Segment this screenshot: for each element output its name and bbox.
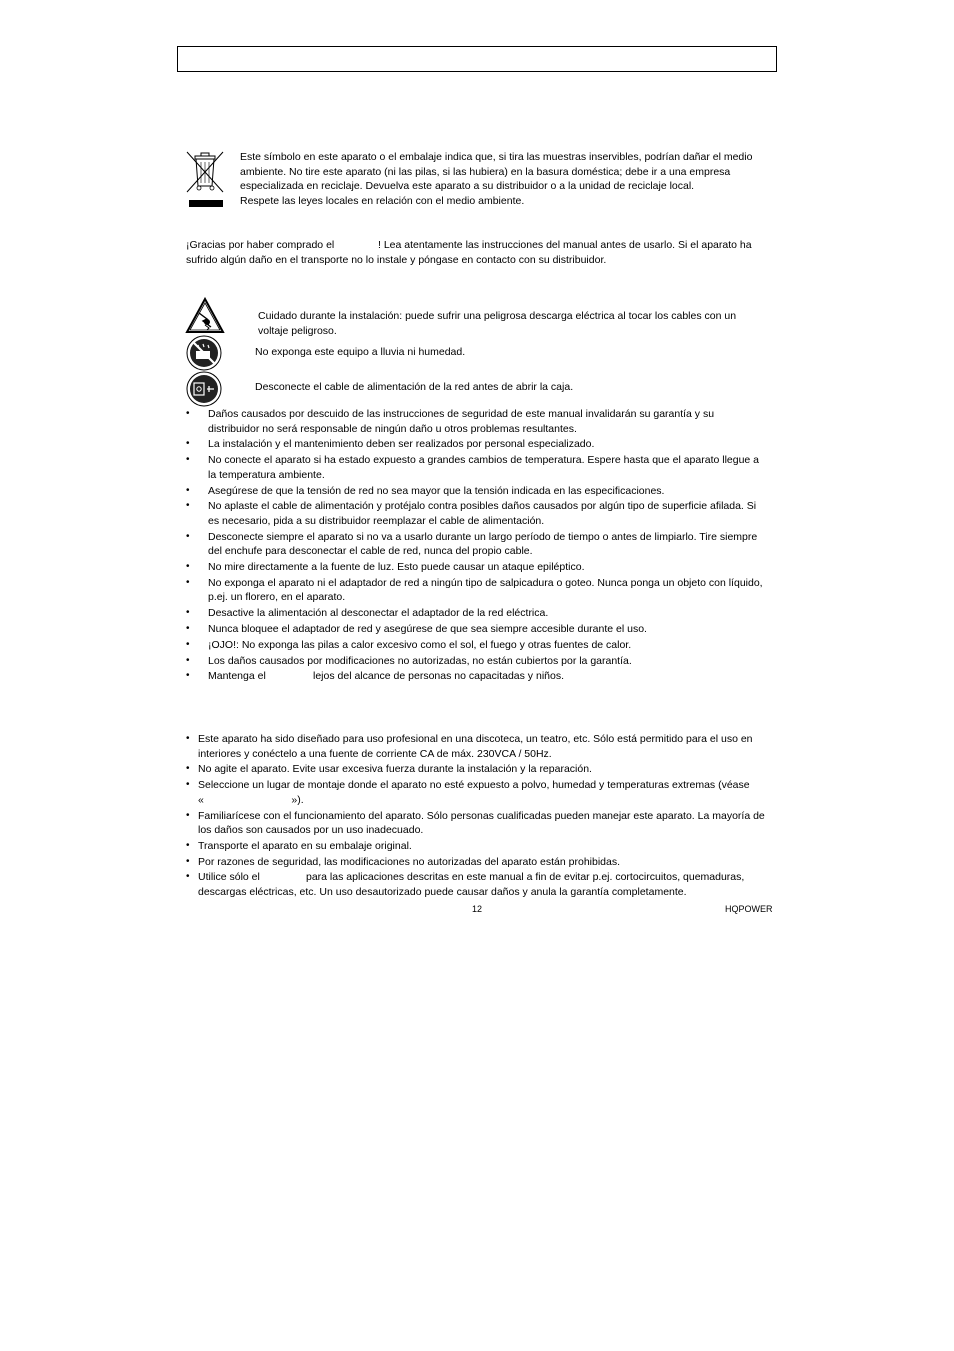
bullet: • (186, 733, 190, 744)
usage-last-start: Utilice sólo el (198, 871, 260, 884)
bullet: • (186, 484, 190, 496)
list-item: • Transporte el aparato en su embalaje original. (186, 839, 412, 852)
bullet: • (186, 839, 190, 851)
list-item: • Daños causados por descuido de las instrucciones de seguridad de este manual invalidarán su garantía y su distribuidor no será responsable de ningún daño u otros problemas resultantes. (186, 408, 715, 435)
usage-last-end: para las aplicaciones descritas en este manual a fin de evitar p.ej. cortocircuitos, quemaduras, (306, 871, 745, 884)
list-item: • No agite el aparato. Evite usar excesiva fuerza durante la instalación y la reparación. (186, 763, 592, 776)
list-item: • Desconecte siempre el aparato si no va a usarlo durante un largo período de tiempo o antes de limpiarlo. Tire siempre del enchufe para desconectar el cable de red, nunca del propio cable. (186, 530, 758, 558)
list-item: • Los daños causados por modificaciones no autorizadas, no están cubiertos por la garantía. (186, 654, 632, 667)
bullet: • (186, 530, 190, 542)
list-item: • No aplaste el cable de alimentación y protéjalo contra posibles daños causados por algún tipo de superficie afilada. Si es necesario, pida a su distribuidor reemplazar el cable de alimentación. (186, 500, 757, 527)
intro-line2: sufrido algún daño en el transporte no lo instale y póngase en contacto con su distribuidor. (186, 253, 607, 266)
intro-line1-start: ¡Gracias por haber comprado el (186, 239, 335, 251)
list-item: • Este aparato ha sido diseñado para uso profesional en una discoteca, un teatro, etc. Sólo está permitido para el uso en interiores y conéctelo a una fuente de corriente CA de máx. 230VCA / 50Hz. (186, 733, 753, 760)
recycling-line: Este símbolo en este aparato o el embalaje indica que, si tira las muestras inservibles, podrían dañar el medio (240, 151, 753, 163)
bullet: • (186, 855, 190, 867)
list-item: • Asegúrese de que la tensión de red no sea mayor que la tensión indicada en las especificaciones. (186, 484, 665, 497)
bullet: • (186, 809, 190, 821)
list-item: • Nunca bloquee el adaptador de red y asegúrese de que sea siempre accesible durante el uso. (186, 623, 647, 635)
disconnect-power-icon (186, 371, 222, 407)
page-number: 12 (472, 904, 483, 914)
list-item: • No exponga el aparato ni el adaptador de red a ningún tipo de salpicadura o goteo. Nunca ponga un objeto con líquido, p.ej. un florero, en el aparato. (186, 576, 763, 604)
bullet: • (186, 576, 190, 588)
list-item: • No mire directamente a la fuente de luz. Esto puede causar un ataque epiléptico. (186, 561, 585, 574)
bullet: • (186, 654, 190, 666)
list-item: • Seleccione un lugar de montaje donde el aparato no esté expuesto a polvo, humedad y temperaturas extremas (véase « »). (186, 779, 750, 806)
list-item: • Por razones de seguridad, las modificaciones no autorizadas del aparato están prohibidas. (186, 855, 621, 868)
list-item: • Familiarícese con el funcionamiento del aparato. Sólo personas cualificadas pueden manejar este aparato. La mayoría de los daños son causados por un uso inadecuado. (186, 809, 765, 837)
recycling-line: ambiente. No tire este aparato (ni las pilas, si las hubiera) en la basura doméstica; debe ir a una empresa (240, 165, 731, 178)
electric-shock-warning-icon (185, 297, 225, 335)
warning-line: Cuidado durante la instalación: puede sufrir una peligrosa descarga eléctrica al tocar los cables con un (258, 310, 737, 322)
bullet: • (186, 454, 190, 466)
header-box (177, 46, 777, 72)
bullet: • (186, 638, 190, 650)
no-rain-moisture-icon (186, 335, 222, 371)
list-item (186, 870, 771, 899)
bullet: • (186, 500, 190, 512)
list-item: • La instalación y el mantenimiento deben ser realizados por personal especializado. (186, 438, 595, 451)
warning-text-2 (255, 345, 775, 360)
warning-line: Desconecte el cable de alimentación de la red antes de abrir la caja. (255, 381, 574, 393)
warning-line: No exponga este equipo a lluvia ni humedad. (255, 346, 466, 358)
warning-text-3 (255, 380, 775, 395)
recycling-line: Respete las leyes locales en relación con el medio ambiente. (240, 194, 525, 207)
safety-last-end: lejos del alcance de personas no capacitadas y niños. (313, 670, 564, 683)
bullet: • (186, 561, 190, 573)
bullet: • (186, 670, 190, 682)
bullet: • (186, 763, 190, 775)
weee-recycling-bin-icon (185, 150, 225, 210)
intro-line1-end: ! Lea atentamente las instrucciones del manual antes de usarlo. Si el aparato ha (378, 239, 752, 251)
intro-paragraph (186, 238, 776, 267)
recycling-text (240, 150, 780, 208)
warning-text-1 (258, 309, 778, 338)
list-item: • Desactive la alimentación al desconectar el adaptador de la red eléctrica. (186, 607, 549, 620)
warning-line: voltaje peligroso. (258, 324, 337, 337)
bullet: • (186, 408, 190, 419)
bullet: • (186, 438, 190, 450)
list-item: • ¡OJO!: No exponga las pilas a calor excesivo como el sol, el fuego y otras fuentes de calor. (186, 638, 632, 651)
brand-footer: HQPOWER (725, 904, 773, 914)
usage-list (186, 732, 771, 901)
safety-list (186, 407, 771, 685)
bullet: • (186, 779, 190, 791)
recycling-line: especializada en reciclaje. Devuelva este aparato a su distribuidor o a la unidad de reciclaje local. (240, 180, 695, 193)
bullet: • (186, 623, 190, 634)
safety-last-start: Mantenga el (208, 670, 266, 683)
list-item (186, 669, 771, 684)
list-item: • No conecte el aparato si ha estado expuesto a grandes cambios de temperatura. Espere hasta que el aparato llegue a la temperatura ambiente. (186, 454, 760, 481)
bullet: • (186, 871, 190, 883)
bullet: • (186, 607, 190, 619)
usage-last-line2: descargas eléctricas, etc. Un uso desautorizado puede causar daños y anula la garantía completamente. (198, 886, 687, 899)
